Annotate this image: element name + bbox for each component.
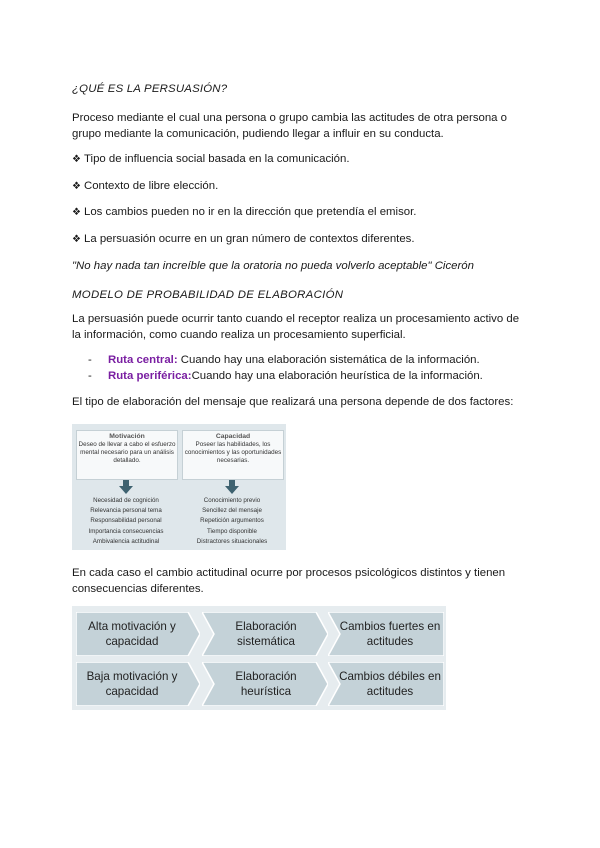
diamond-bullet-icon: ❖ [72,181,81,192]
row1-step3-label: Cambios fuertes en actitudes [339,620,441,648]
row2-step3-label: Cambios débiles en actitudes [339,670,441,698]
capacidad-header: Capacidad [215,433,251,440]
bullet-item [72,179,530,195]
bullet-text: La persuasión ocurre en un gran número de contextos diferentes. [84,233,415,245]
motivacion-list [76,496,176,547]
factors-figure [72,424,286,550]
motivacion-box [76,430,178,480]
process-figure [72,606,446,710]
row2-step2-label: Elaboración heurística [235,670,297,698]
list-item: Relevancia personal tema [90,507,162,515]
closing-paragraph: En cada caso el cambio actitudinal ocurre por procesos psicológicos distintos y tienen consecuencias diferentes. [72,567,506,595]
list-item: Conocimiento previo [203,497,261,504]
row2-step1-label: Baja motivación y capacidad [86,670,178,698]
capacidad-description: Poseer las habilidades, los conocimientos y las oportunidades necesarias. [184,441,282,464]
list-item: Distractores situacionales [196,537,268,545]
section-title: ¿QUÉ ES LA PERSUASIÓN? [72,83,228,95]
ruta-central-item: - Ruta central: Cuando hay una elaboración sistemática de la información. [88,354,480,366]
list-item: Necesidad de cognición [93,497,159,504]
bullet-item [72,152,530,168]
bullet-text: Tipo de influencia social basada en la comunicación. [84,153,350,165]
ruta-periferica-keyword: Ruta periférica: [108,370,192,382]
bullet-text: Contexto de libre elección. [84,180,219,192]
row1-step1-label: Alta motivación y capacidad [88,620,176,648]
diamond-bullet-icon: ❖ [72,154,81,165]
model-title: MODELO DE PROBABILIDAD DE ELABORACIÓN [72,289,344,301]
capacidad-box [182,430,284,480]
model-paragraph: La persuasión puede ocurrir tanto cuando el receptor realiza un procesamiento activo de la información, como cuando realiza un procesamiento superficial. [72,313,520,341]
diamond-bullet-icon: ❖ [72,207,81,218]
list-item: Importancia consecuencias [88,527,164,535]
capacidad-list [182,496,282,547]
ciceron-quote: "No hay nada tan increíble que la oratoria no pueda volverlo aceptable" Cicerón [72,260,474,272]
bullet-item [72,232,530,248]
bullet-text: Los cambios pueden no ir en la dirección que pretendía el emisor. [84,206,417,218]
motivacion-header: Motivación [109,433,145,440]
motivacion-description: Deseo de llevar a cabo el esfuerzo mental necesario para un análisis detallado. [78,441,176,464]
ruta-central-keyword: Ruta central: [108,354,178,366]
down-arrow-icon [225,480,239,494]
down-arrow-icon [119,480,133,494]
row1-step2-label: Elaboración sistemática [235,620,297,648]
bullet-item [72,205,530,221]
definition-paragraph: Proceso mediante el cual una persona o grupo cambia las actitudes de otra persona o grupo mediante la comunicación, pudiendo llegar a influir en su conducta. [72,112,508,140]
list-item: Tiempo disponible [207,527,257,535]
list-item: Responsabilidad personal [90,517,162,525]
factors-paragraph: El tipo de elaboración del mensaje que realizará una persona depende de dos factores: [72,396,514,408]
ruta-periferica-item: - Ruta periférica:Cuando hay una elaboración heurística de la información. [88,370,483,382]
diamond-bullet-icon: ❖ [72,234,81,245]
list-item: Repetición argumentos [200,517,264,525]
list-item: Sencillez del mensaje [202,507,262,515]
list-item: Ambivalencia actitudinal [92,537,160,545]
